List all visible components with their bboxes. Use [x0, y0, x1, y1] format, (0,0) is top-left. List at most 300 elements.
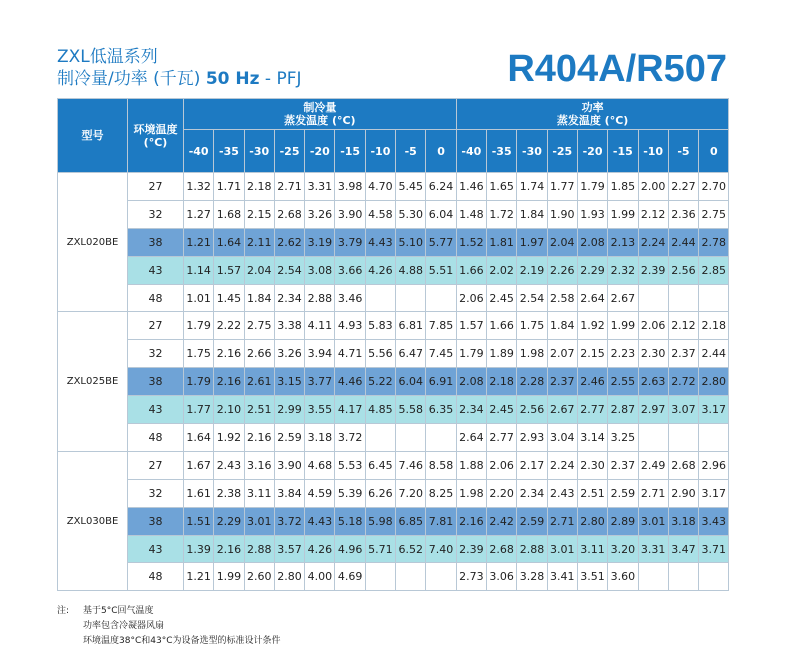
cooling-value	[365, 284, 395, 312]
cooling-value: 5.71	[365, 535, 395, 563]
evap-temp-cooling: -20	[305, 130, 335, 173]
evap-temp-power: -35	[487, 130, 517, 173]
power-value: 2.71	[547, 507, 577, 535]
table-row	[58, 256, 729, 284]
power-value: 2.67	[608, 284, 638, 312]
table-row	[58, 507, 729, 535]
power-value	[668, 424, 698, 452]
cooling-value: 5.22	[365, 368, 395, 396]
power-value: 2.02	[487, 256, 517, 284]
power-value: 3.14	[577, 424, 607, 452]
series-title: ZXL低温系列	[57, 47, 158, 67]
power-value: 2.93	[517, 424, 547, 452]
power-value: 2.08	[456, 368, 486, 396]
cooling-value: 6.91	[426, 368, 456, 396]
cooling-value: 1.61	[184, 479, 214, 507]
power-value: 2.56	[668, 256, 698, 284]
table-row	[58, 396, 729, 424]
power-value: 2.54	[517, 284, 547, 312]
ambient-temp: 32	[128, 479, 184, 507]
table-body	[58, 173, 729, 591]
power-value: 2.29	[577, 256, 607, 284]
power-value	[668, 563, 698, 591]
cooling-value: 6.52	[396, 535, 426, 563]
power-value: 1.46	[456, 173, 486, 201]
power-value: 2.71	[638, 479, 668, 507]
cooling-value	[365, 563, 395, 591]
power-value: 2.12	[668, 312, 698, 340]
cooling-value: 1.01	[184, 284, 214, 312]
cooling-value: 3.01	[244, 507, 274, 535]
power-value: 1.98	[517, 340, 547, 368]
cooling-value: 4.43	[365, 228, 395, 256]
power-value: 2.06	[638, 312, 668, 340]
cooling-value: 1.39	[184, 535, 214, 563]
cooling-value: 2.29	[214, 507, 244, 535]
note-line: 环境温度38°C和43°C为设备选型的标准设计条件	[83, 636, 281, 646]
cooling-value: 2.18	[244, 173, 274, 201]
power-value: 2.55	[608, 368, 638, 396]
cooling-value	[426, 424, 456, 452]
ambient-temp: 48	[128, 563, 184, 591]
power-value: 3.51	[577, 563, 607, 591]
table-row	[58, 200, 729, 228]
cooling-value: 4.88	[396, 256, 426, 284]
power-value: 2.72	[668, 368, 698, 396]
note-line: 功率包含冷凝器风扇	[83, 621, 165, 631]
power-value: 2.77	[487, 424, 517, 452]
cooling-value: 5.56	[365, 340, 395, 368]
cooling-value: 3.79	[335, 228, 365, 256]
notes-label: 注:	[57, 606, 70, 616]
cooling-value: 1.75	[184, 340, 214, 368]
power-value: 2.44	[668, 228, 698, 256]
evap-temp-power: -30	[517, 130, 547, 173]
cooling-value: 1.21	[184, 228, 214, 256]
cooling-value: 1.64	[214, 228, 244, 256]
cooling-value	[365, 424, 395, 452]
power-value: 3.43	[699, 507, 729, 535]
power-value: 1.84	[547, 312, 577, 340]
cooling-value: 1.68	[214, 200, 244, 228]
power-value: 2.24	[547, 451, 577, 479]
power-value: 2.04	[547, 228, 577, 256]
power-value: 2.17	[517, 451, 547, 479]
power-value: 1.79	[577, 173, 607, 201]
subtitle-frequency: 50 Hz	[205, 69, 260, 89]
cooling-value: 1.92	[214, 424, 244, 452]
power-value: 2.85	[699, 256, 729, 284]
power-value: 2.64	[577, 284, 607, 312]
cooling-value: 2.54	[274, 256, 304, 284]
power-value	[699, 424, 729, 452]
table-row	[58, 173, 729, 201]
power-value: 1.98	[456, 479, 486, 507]
power-value	[638, 563, 668, 591]
cooling-value: 2.22	[214, 312, 244, 340]
power-value: 2.06	[487, 451, 517, 479]
power-value: 2.30	[577, 451, 607, 479]
ambient-temp: 32	[128, 340, 184, 368]
cooling-value: 3.66	[335, 256, 365, 284]
power-value: 2.12	[638, 200, 668, 228]
cooling-value: 5.51	[426, 256, 456, 284]
evap-temp-cooling: -35	[214, 130, 244, 173]
power-value: 1.97	[517, 228, 547, 256]
power-value: 2.08	[577, 228, 607, 256]
evap-temp-cooling: -10	[365, 130, 395, 173]
cooling-value: 3.16	[244, 451, 274, 479]
power-value: 2.80	[577, 507, 607, 535]
ambient-temp: 38	[128, 228, 184, 256]
cooling-value: 4.85	[365, 396, 395, 424]
power-value: 2.37	[608, 451, 638, 479]
cooling-value: 5.77	[426, 228, 456, 256]
cooling-value: 2.68	[274, 200, 304, 228]
cooling-value: 3.90	[274, 451, 304, 479]
power-value: 2.97	[638, 396, 668, 424]
cooling-value: 1.14	[184, 256, 214, 284]
cooling-value: 2.66	[244, 340, 274, 368]
power-value: 2.28	[517, 368, 547, 396]
cooling-value: 5.39	[335, 479, 365, 507]
power-value: 2.36	[668, 200, 698, 228]
power-value: 3.71	[699, 535, 729, 563]
cooling-value	[396, 284, 426, 312]
power-value: 2.58	[547, 284, 577, 312]
cooling-value: 1.79	[184, 368, 214, 396]
cooling-value: 4.68	[305, 451, 335, 479]
cooling-value: 2.10	[214, 396, 244, 424]
cooling-value: 1.99	[214, 563, 244, 591]
cooling-value: 6.26	[365, 479, 395, 507]
power-value: 2.45	[487, 284, 517, 312]
power-value: 1.72	[487, 200, 517, 228]
cooling-value: 2.38	[214, 479, 244, 507]
cooling-value: 2.15	[244, 200, 274, 228]
cooling-value: 3.90	[335, 200, 365, 228]
power-value: 1.74	[517, 173, 547, 201]
cooling-value: 2.16	[214, 340, 244, 368]
power-value	[699, 284, 729, 312]
cooling-value: 2.75	[244, 312, 274, 340]
cooling-value: 7.45	[426, 340, 456, 368]
power-value: 1.99	[608, 200, 638, 228]
cooling-value: 3.26	[305, 200, 335, 228]
power-value: 1.84	[517, 200, 547, 228]
power-value: 2.68	[668, 451, 698, 479]
table-row	[58, 479, 729, 507]
power-value: 2.80	[699, 368, 729, 396]
power-value: 1.75	[517, 312, 547, 340]
power-value: 1.66	[487, 312, 517, 340]
subtitle	[57, 68, 302, 90]
cooling-value: 4.58	[365, 200, 395, 228]
cooling-value: 2.43	[214, 451, 244, 479]
power-value: 2.34	[517, 479, 547, 507]
power-value: 2.67	[547, 396, 577, 424]
power-value: 1.52	[456, 228, 486, 256]
ambient-temp: 38	[128, 368, 184, 396]
ambient-temp: 43	[128, 256, 184, 284]
power-value: 2.46	[577, 368, 607, 396]
power-value: 2.34	[456, 396, 486, 424]
cooling-value: 2.16	[214, 368, 244, 396]
ambient-temp: 27	[128, 312, 184, 340]
cooling-value: 6.81	[396, 312, 426, 340]
table-row	[58, 284, 729, 312]
power-value: 1.79	[456, 340, 486, 368]
power-value: 1.65	[487, 173, 517, 201]
power-value: 1.89	[487, 340, 517, 368]
cooling-value: 3.84	[274, 479, 304, 507]
power-value: 1.77	[547, 173, 577, 201]
cooling-value: 3.94	[305, 340, 335, 368]
cooling-value: 1.51	[184, 507, 214, 535]
cooling-value: 2.88	[244, 535, 274, 563]
power-value: 2.13	[608, 228, 638, 256]
ambient-temp: 27	[128, 451, 184, 479]
power-value: 2.32	[608, 256, 638, 284]
power-value	[638, 284, 668, 312]
power-value: 2.30	[638, 340, 668, 368]
power-value: 2.24	[638, 228, 668, 256]
power-value: 2.23	[608, 340, 638, 368]
power-value: 2.44	[699, 340, 729, 368]
table-row	[58, 451, 729, 479]
cooling-value: 2.16	[244, 424, 274, 452]
header-power: 功率 蒸发温度 (°C)	[456, 99, 729, 130]
power-value: 3.01	[638, 507, 668, 535]
power-value	[699, 563, 729, 591]
power-value: 1.85	[608, 173, 638, 201]
cooling-value: 4.70	[365, 173, 395, 201]
cooling-value: 5.53	[335, 451, 365, 479]
power-value: 2.77	[577, 396, 607, 424]
power-value: 2.15	[577, 340, 607, 368]
model-name: ZXL020BE	[58, 173, 128, 312]
cooling-value: 1.84	[244, 284, 274, 312]
cooling-value: 4.46	[335, 368, 365, 396]
refrigerant-title: R404A/R507	[507, 48, 727, 90]
cooling-value: 2.60	[244, 563, 274, 591]
power-value: 1.99	[608, 312, 638, 340]
cooling-value: 4.59	[305, 479, 335, 507]
power-value: 3.47	[668, 535, 698, 563]
cooling-value: 7.20	[396, 479, 426, 507]
cooling-value: 5.83	[365, 312, 395, 340]
power-value: 3.04	[547, 424, 577, 452]
power-value: 3.41	[547, 563, 577, 591]
cooling-value: 2.80	[274, 563, 304, 591]
header-cooling: 制冷量 蒸发温度 (°C)	[184, 99, 457, 130]
power-value: 2.27	[668, 173, 698, 201]
power-value: 2.37	[547, 368, 577, 396]
power-value: 3.17	[699, 396, 729, 424]
power-value: 3.25	[608, 424, 638, 452]
cooling-value: 1.64	[184, 424, 214, 452]
power-value: 2.45	[487, 396, 517, 424]
power-value: 2.16	[456, 507, 486, 535]
evap-temp-power: -20	[577, 130, 607, 173]
power-value: 1.88	[456, 451, 486, 479]
power-value: 3.06	[487, 563, 517, 591]
power-value: 2.88	[517, 535, 547, 563]
table-row	[58, 340, 729, 368]
header-model: 型号	[58, 99, 128, 173]
power-value: 2.87	[608, 396, 638, 424]
power-value: 2.68	[487, 535, 517, 563]
cooling-value: 5.98	[365, 507, 395, 535]
table-row	[58, 424, 729, 452]
power-value: 2.37	[668, 340, 698, 368]
cooling-value: 3.57	[274, 535, 304, 563]
evap-temp-power: 0	[699, 130, 729, 173]
cooling-value: 8.25	[426, 479, 456, 507]
power-value: 3.17	[699, 479, 729, 507]
power-value: 3.07	[668, 396, 698, 424]
power-value: 1.66	[456, 256, 486, 284]
cooling-value: 6.35	[426, 396, 456, 424]
power-value: 2.75	[699, 200, 729, 228]
note-line: 基于5°C回气温度	[83, 606, 154, 616]
cooling-value: 3.08	[305, 256, 335, 284]
power-value: 2.78	[699, 228, 729, 256]
power-value: 1.93	[577, 200, 607, 228]
power-value: 2.07	[547, 340, 577, 368]
cooling-value: 4.93	[335, 312, 365, 340]
cooling-value: 3.19	[305, 228, 335, 256]
evap-temp-cooling: -40	[184, 130, 214, 173]
performance-table	[57, 98, 729, 591]
cooling-value: 1.45	[214, 284, 244, 312]
power-value	[638, 424, 668, 452]
evap-temp-cooling: -25	[274, 130, 304, 173]
cooling-value: 6.04	[396, 368, 426, 396]
ambient-temp: 43	[128, 396, 184, 424]
power-value: 2.20	[487, 479, 517, 507]
ambient-temp: 48	[128, 284, 184, 312]
table-row	[58, 228, 729, 256]
power-value: 3.20	[608, 535, 638, 563]
power-value	[668, 284, 698, 312]
cooling-value: 2.62	[274, 228, 304, 256]
power-value: 2.70	[699, 173, 729, 201]
cooling-value: 2.71	[274, 173, 304, 201]
power-value: 2.06	[456, 284, 486, 312]
cooling-value: 5.30	[396, 200, 426, 228]
ambient-temp: 38	[128, 507, 184, 535]
ambient-temp: 48	[128, 424, 184, 452]
power-value: 2.43	[547, 479, 577, 507]
cooling-value: 1.57	[214, 256, 244, 284]
cooling-value: 7.81	[426, 507, 456, 535]
cooling-value: 3.77	[305, 368, 335, 396]
table-row	[58, 312, 729, 340]
model-name: ZXL025BE	[58, 312, 128, 451]
cooling-value: 3.72	[335, 424, 365, 452]
cooling-value: 4.11	[305, 312, 335, 340]
evap-temp-power: -25	[547, 130, 577, 173]
power-value: 2.19	[517, 256, 547, 284]
table-row	[58, 535, 729, 563]
evap-temp-cooling: 0	[426, 130, 456, 173]
cooling-value: 5.18	[335, 507, 365, 535]
power-value: 2.18	[699, 312, 729, 340]
cooling-value: 6.85	[396, 507, 426, 535]
cooling-value: 6.24	[426, 173, 456, 201]
cooling-value: 1.21	[184, 563, 214, 591]
power-value: 3.60	[608, 563, 638, 591]
power-value: 1.90	[547, 200, 577, 228]
title-block	[57, 46, 302, 90]
evap-temp-cooling: -15	[335, 130, 365, 173]
cooling-value: 1.67	[184, 451, 214, 479]
power-value: 3.28	[517, 563, 547, 591]
cooling-value: 2.04	[244, 256, 274, 284]
table-row	[58, 368, 729, 396]
cooling-value: 2.99	[274, 396, 304, 424]
cooling-value: 7.40	[426, 535, 456, 563]
power-value: 2.73	[456, 563, 486, 591]
evap-temp-power: -15	[608, 130, 638, 173]
cooling-value: 3.38	[274, 312, 304, 340]
power-value: 2.59	[517, 507, 547, 535]
power-value: 2.42	[487, 507, 517, 535]
power-value: 1.92	[577, 312, 607, 340]
model-name: ZXL030BE	[58, 451, 128, 590]
power-value: 2.26	[547, 256, 577, 284]
cooling-value	[396, 563, 426, 591]
ambient-temp: 32	[128, 200, 184, 228]
cooling-value: 6.45	[365, 451, 395, 479]
cooling-value: 4.69	[335, 563, 365, 591]
cooling-value: 3.31	[305, 173, 335, 201]
cooling-value: 4.26	[305, 535, 335, 563]
table-row	[58, 563, 729, 591]
cooling-value: 7.85	[426, 312, 456, 340]
cooling-value: 3.72	[274, 507, 304, 535]
header-ambient: 环境温度 (°C)	[128, 99, 184, 173]
evap-temp-power: -40	[456, 130, 486, 173]
cooling-value: 1.71	[214, 173, 244, 201]
subtitle-suffix: - PFJ	[259, 69, 302, 89]
cooling-value: 5.10	[396, 228, 426, 256]
cooling-value: 2.88	[305, 284, 335, 312]
power-value: 2.64	[456, 424, 486, 452]
cooling-value: 2.16	[214, 535, 244, 563]
cooling-value: 2.59	[274, 424, 304, 452]
power-value: 2.90	[668, 479, 698, 507]
cooling-value	[396, 424, 426, 452]
cooling-value: 6.47	[396, 340, 426, 368]
cooling-value: 3.15	[274, 368, 304, 396]
cooling-value: 5.58	[396, 396, 426, 424]
evap-temp-cooling: -5	[396, 130, 426, 173]
cooling-value	[426, 563, 456, 591]
cooling-value: 8.58	[426, 451, 456, 479]
cooling-value	[426, 284, 456, 312]
notes	[57, 604, 280, 649]
power-value: 2.96	[699, 451, 729, 479]
cooling-value: 7.46	[396, 451, 426, 479]
power-value: 3.31	[638, 535, 668, 563]
cooling-value: 2.34	[274, 284, 304, 312]
power-value: 2.89	[608, 507, 638, 535]
cooling-value: 2.61	[244, 368, 274, 396]
power-value: 2.63	[638, 368, 668, 396]
cooling-value: 4.26	[365, 256, 395, 284]
